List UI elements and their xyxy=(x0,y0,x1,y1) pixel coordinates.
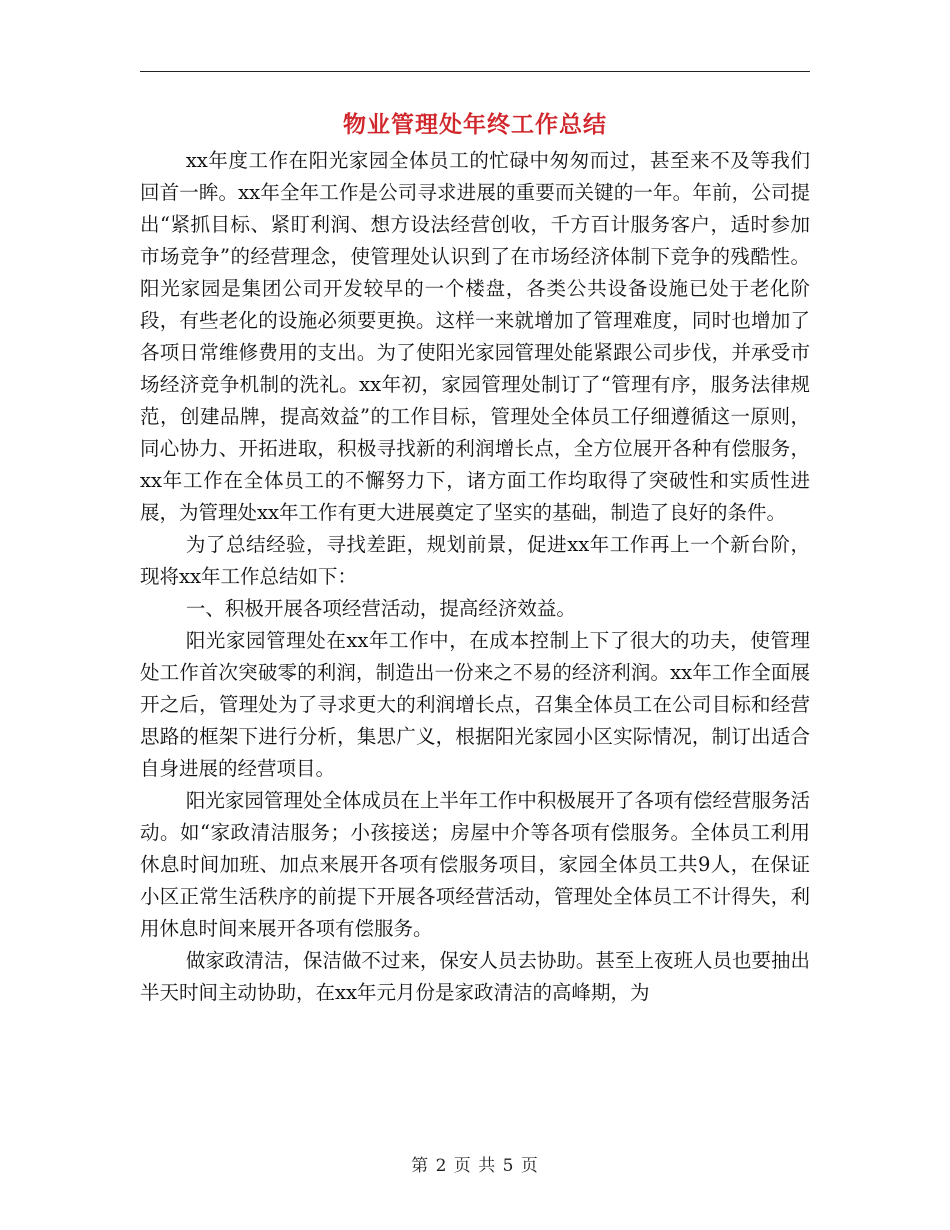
paragraph-summary-lead: 为了总结经验，寻找差距，规划前景，促进xx年工作再上一个新台阶，现将xx年工作总结如下： xyxy=(140,533,810,588)
paragraph-intro: xx年度工作在阳光家园全体员工的忙碌中匆匆而过，甚至来不及等我们回首一眸。xx年全年工作是公司寻求进展的重要而关键的一年。年前，公司提出“紧抓目标、紧盯利润、想方设法经营创收，千方百计服务客户，适时参加市场竞争”的经营理念，使管理处认识到了在市场经济体制下竞争的残酷性。阳光家园是集团公司开发较早的一个楼盘，各类公共设备设施已处于老化阶段，有些老化的设施必须要更换。这样一来就增加了管理难度，同时也增加了各项日常维修费用的支出。为了使阳光家园管理处能紧跟公司步伐，并承受市场经济竞争机制的洗礼。xx年初，家园管理处制订了“管理有序，服务法律规范，创建品牌，提高效益”的工作目标，管理处全体员工仔细遵循这一原则，同心协力、开拓进取，积极寻找新的利润增长点，全方位展开各种有偿服务，xx年工作在全体员工的不懈努力下，诸方面工作均取得了突破性和实质性进展，为管理处xx年工作有更大进展奠定了坚实的基础，制造了良好的条件。 xyxy=(140,149,810,524)
document-body xyxy=(140,145,810,1009)
paragraph-paid-services: 阳光家园管理处全体成员在上半年工作中积极展开了各项有偿经营服务活动。如“家政清洁服务；小孩接送；房屋中介等各项有偿服务。全体员工利用休息时间加班、加点来展开各项有偿服务项目，家园全体员工共9人，在保证小区正常生活秩序的前提下开展各项经营活动，管理处全体员工不计得失，利用休息时间来展开各项有偿服务。 xyxy=(140,789,810,940)
paragraph-housekeeping: 做家政清洁，保洁做不过来，保安人员去协助。甚至上夜班人员也要抽出半天时间主动协助，在xx年元月份是家政清洁的高峰期，为 xyxy=(140,949,810,1004)
document-title: 物业管理处年终工作总结 xyxy=(343,111,607,138)
page-number-footer: 第 2 页 共 5 页 xyxy=(411,1156,539,1176)
section-heading-1: 一、积极开展各项经营活动，提高经济效益。 xyxy=(185,597,576,620)
paragraph-cost-control: 阳光家园管理处在xx年工作中，在成本控制上下了很大的功夫，使管理处工作首次突破零的利润，制造出一份来之不易的经济利润。xx年工作全面展开之后，管理处为了寻求更大的利润增长点，召集全体员工在公司目标和经营思路的框架下进行分析，集思广义，根据阳光家园小区实际情况，制订出适合自身进展的经营项目。 xyxy=(140,629,810,780)
header-rule xyxy=(140,71,810,72)
